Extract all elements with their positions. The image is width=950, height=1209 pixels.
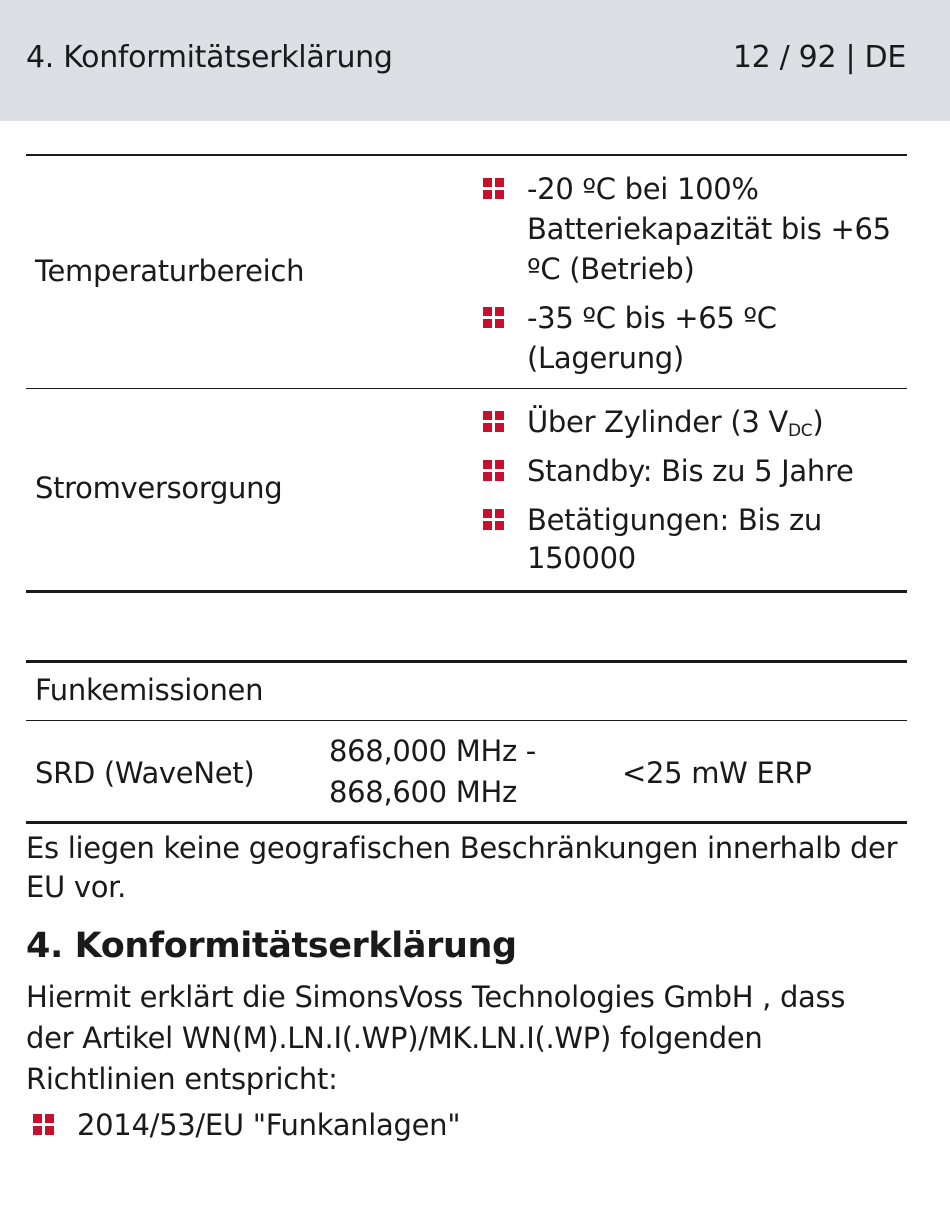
power-supply-label: Stromversorgung: [35, 471, 283, 505]
temperature-label: Temperaturbereich: [35, 254, 305, 288]
bullet-icon: [483, 178, 505, 200]
radio-table-divider: [26, 720, 907, 721]
restriction-note-line2: EU vor.: [26, 870, 127, 904]
table-top-rule: [26, 154, 907, 156]
restriction-note-line1: Es liegen keine geografischen Beschränkungen innerhalb der: [26, 831, 898, 865]
bullet-icon: [33, 1114, 55, 1136]
declaration-line2: der Artikel WN(M).LN.I(.WP)/MK.LN.I(.WP) folgenden: [26, 1021, 763, 1055]
section-heading: 4. Konformitätserklärung: [26, 926, 517, 966]
radio-table-bottom-rule: [26, 821, 907, 824]
page-header: [0, 0, 950, 121]
temperature-operation-line1: -20 ºC bei 100%: [527, 172, 759, 206]
temperature-storage-line2: (Lagerung): [527, 341, 684, 375]
page-number: 12 / 92 | DE: [732, 40, 906, 75]
radio-type: SRD (WaveNet): [35, 756, 255, 790]
temperature-operation-line2: Batteriekapazität bis +65: [527, 212, 891, 246]
directive-item: 2014/53/EU "Funkanlagen": [77, 1108, 461, 1142]
power-via-cylinder-close: ): [812, 405, 824, 439]
temperature-storage-line1: -35 ºC bis +65 ºC: [527, 301, 777, 335]
bullet-icon: [483, 307, 505, 329]
radio-table-top-rule: [26, 660, 907, 663]
bullet-icon: [483, 411, 505, 433]
frequency-line1: 868,000 MHz -: [329, 734, 536, 768]
header-title: 4. Konformitätserklärung: [26, 40, 393, 75]
declaration-line1: Hiermit erklärt die SimonsVoss Technologies GmbH , dass: [26, 980, 846, 1014]
power-via-cylinder: [527, 402, 823, 451]
frequency-line2: 868,600 MHz: [329, 775, 517, 809]
bullet-icon: [483, 509, 505, 531]
table-bottom-rule: [26, 590, 907, 593]
power-via-cylinder-text: Über Zylinder (3 V: [527, 405, 788, 439]
temperature-operation-line3: ºC (Betrieb): [527, 252, 695, 286]
power-actuations-line1: Betätigungen: Bis zu: [527, 503, 822, 537]
power-actuations-line2: 150000: [527, 541, 636, 575]
bullet-icon: [483, 460, 505, 482]
transmit-power: <25 mW ERP: [622, 756, 812, 790]
radio-table-title: Funkemissionen: [35, 673, 264, 707]
dc-subscript: DC: [787, 421, 813, 441]
row-divider: [26, 388, 907, 389]
power-standby: Standby: Bis zu 5 Jahre: [527, 454, 854, 488]
declaration-line3: Richtlinien entspricht:: [26, 1062, 338, 1096]
